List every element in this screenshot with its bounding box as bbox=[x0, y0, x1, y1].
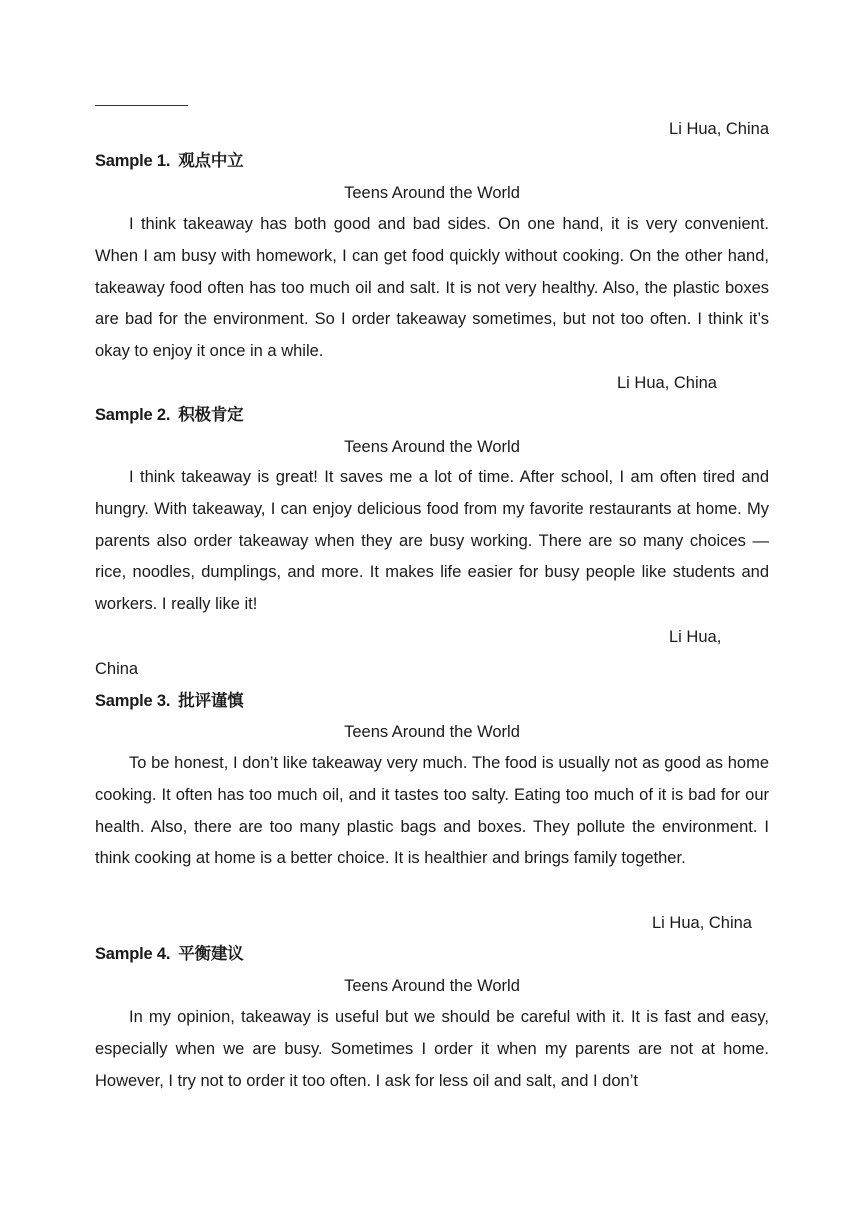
sample-2-cn: 积极肯定 bbox=[178, 406, 244, 424]
sample-4-body: In my opinion, takeaway is useful but we should be careful with it. It is fast and easy, especially when we are busy. Sometimes I order it when my parents are not at home. However, I try not to order it too often. I ask for less oil and salt, and I don’t bbox=[95, 1008, 769, 1090]
sample-3-heading bbox=[95, 685, 243, 717]
sample-1-cn: 观点中立 bbox=[178, 152, 244, 170]
sample-4-label: Sample 4. bbox=[95, 945, 171, 963]
sample-4-title: Teens Around the World bbox=[344, 977, 520, 995]
top-signature: Li Hua, China bbox=[669, 120, 769, 138]
sample-1-heading bbox=[95, 145, 243, 177]
sample-2-heading bbox=[95, 399, 243, 431]
sample-4-cn: 平衡建议 bbox=[178, 945, 244, 963]
sample-2-signature-line2: China bbox=[95, 660, 139, 678]
sample-3-cn: 批评谨慎 bbox=[178, 692, 244, 710]
sample-1-title: Teens Around the World bbox=[344, 184, 520, 202]
sample-2-body: I think takeaway is great! It saves me a lot of time. After school, I am often tired and hungry. With takeaway, I can enjoy delicious food from my favorite restaurants at home. My parents also order takeaway when they are busy working. There are so many choices — rice, noodles, dumplings, and more. It makes life easier for busy people like students and workers. I really like it! bbox=[95, 468, 769, 614]
sample-2-signature-line1: Li Hua, bbox=[669, 628, 722, 646]
sample-3-title: Teens Around the World bbox=[344, 723, 520, 741]
sample-1-label: Sample 1. bbox=[95, 152, 171, 170]
sample-3-signature: Li Hua, China bbox=[652, 914, 752, 932]
blank-underline bbox=[95, 105, 188, 106]
sample-1-signature: Li Hua, China bbox=[617, 374, 717, 392]
sample-1-body: I think takeaway has both good and bad sides. On one hand, it is very convenient. When I am busy with homework, I can get food quickly without cooking. On the other hand, takeaway food often has too much oil and salt. It is not very healthy. Also, the plastic boxes are bad for the environment. So I order takeaway sometimes, but not too often. I think it’s okay to enjoy it once in a while. bbox=[95, 215, 769, 361]
sample-3-label: Sample 3. bbox=[95, 692, 171, 710]
sample-2-label: Sample 2. bbox=[95, 406, 171, 424]
sample-4-heading bbox=[95, 938, 243, 970]
sample-3-body: To be honest, I don’t like takeaway very much. The food is usually not as good as home cooking. It often has too much oil, and it tastes too salty. Eating too much of it is bad for our health. Also, there are too many plastic bags and boxes. They pollute the environment. I think cooking at home is a better choice. It is healthier and brings family together. bbox=[95, 754, 769, 868]
sample-2-title: Teens Around the World bbox=[344, 438, 520, 456]
